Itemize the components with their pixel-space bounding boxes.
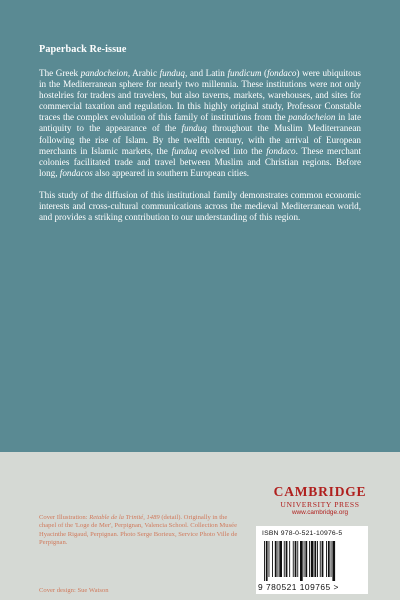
publisher-url: www.cambridge.org bbox=[291, 509, 349, 516]
barcode-bar bbox=[300, 541, 303, 581]
barcode-bar bbox=[320, 541, 321, 577]
barcode-bar bbox=[289, 541, 290, 577]
back-cover-footer bbox=[0, 452, 400, 600]
isbn-barcode-box bbox=[256, 526, 368, 594]
publisher-name: CAMBRIDGE bbox=[273, 484, 367, 499]
publisher-logo bbox=[272, 485, 368, 517]
barcode-bar bbox=[326, 541, 327, 577]
barcode-bar bbox=[314, 541, 316, 577]
isbn-label: ISBN 978-0-521-10976-5 bbox=[262, 530, 343, 537]
barcode-bar bbox=[304, 541, 305, 577]
barcode-bar bbox=[279, 541, 282, 577]
barcode-digits: 9 780521 109765 > bbox=[258, 582, 339, 592]
barcode-bar bbox=[328, 541, 330, 577]
description-paragraph-1: The Greek pandocheion, Arabic funduq, and Latin fundicum (fondaco) were ubiquitous in the Mediterranean sphere for nearly two millennia. These institutions were not only hostelries for traders and travelers, but also taverns, markets, warehouses, and sites for commercial taxation and regulation. In this highly original study, Professor Constable traces the complex evolution of this family of institutions from the pandocheion in late antiquity to the appearance of the funduq throughout the Muslim Mediterranean following the rise of Islam. By the twelfth century, with the arrival of European merchants in Islamic markets, the funduq evolved into the fondaco. These merchant colonies facilitated trade and travel between Muslim and Christian regions. Before long, fondacos also appeared in southern European cities. bbox=[39, 68, 361, 178]
cover-design-credit: Cover design: Sue Watson bbox=[39, 587, 109, 594]
description-paragraph-2: This study of the diffusion of this institutional family demonstrates common economic interests and cross-cultural communications across the medieval Mediterranean world, and provides a striking contribution to our understanding of this region. bbox=[39, 189, 361, 223]
barcode-bar bbox=[272, 541, 273, 577]
barcode-bar bbox=[295, 541, 297, 577]
barcode-bar bbox=[297, 541, 298, 577]
barcode-bar bbox=[284, 541, 285, 577]
barcode-bar bbox=[311, 541, 314, 577]
barcode-bar bbox=[275, 541, 277, 577]
barcode-bar bbox=[322, 541, 324, 577]
barcode-icon bbox=[264, 541, 360, 581]
barcode-bar bbox=[331, 541, 332, 577]
cover-illustration-credit: Cover Illustration: Retable de la Trinité, 1489 (detail). Originally in the chapel of the 'Loge de Mer', Perpignan, Valencia School. Collection Musée Hyacinthe Rigaud, Perpignan. Photo Serge Borieux, Service Photo Ville de Perpignan. bbox=[39, 514, 238, 546]
publisher-press: UNIVERSITY PRESS bbox=[280, 500, 360, 509]
barcode-bar bbox=[269, 541, 270, 577]
barcode-bar bbox=[266, 541, 268, 581]
barcode-bar bbox=[317, 541, 318, 577]
barcode-bar bbox=[278, 541, 279, 577]
barcode-bar bbox=[264, 541, 265, 581]
barcode-bar bbox=[286, 541, 288, 577]
reissue-heading: Paperback Re-issue bbox=[39, 44, 127, 55]
barcode-bar bbox=[332, 541, 335, 581]
barcode-bar bbox=[305, 541, 307, 577]
barcode-bar bbox=[293, 541, 294, 577]
barcode-bar bbox=[309, 541, 310, 577]
